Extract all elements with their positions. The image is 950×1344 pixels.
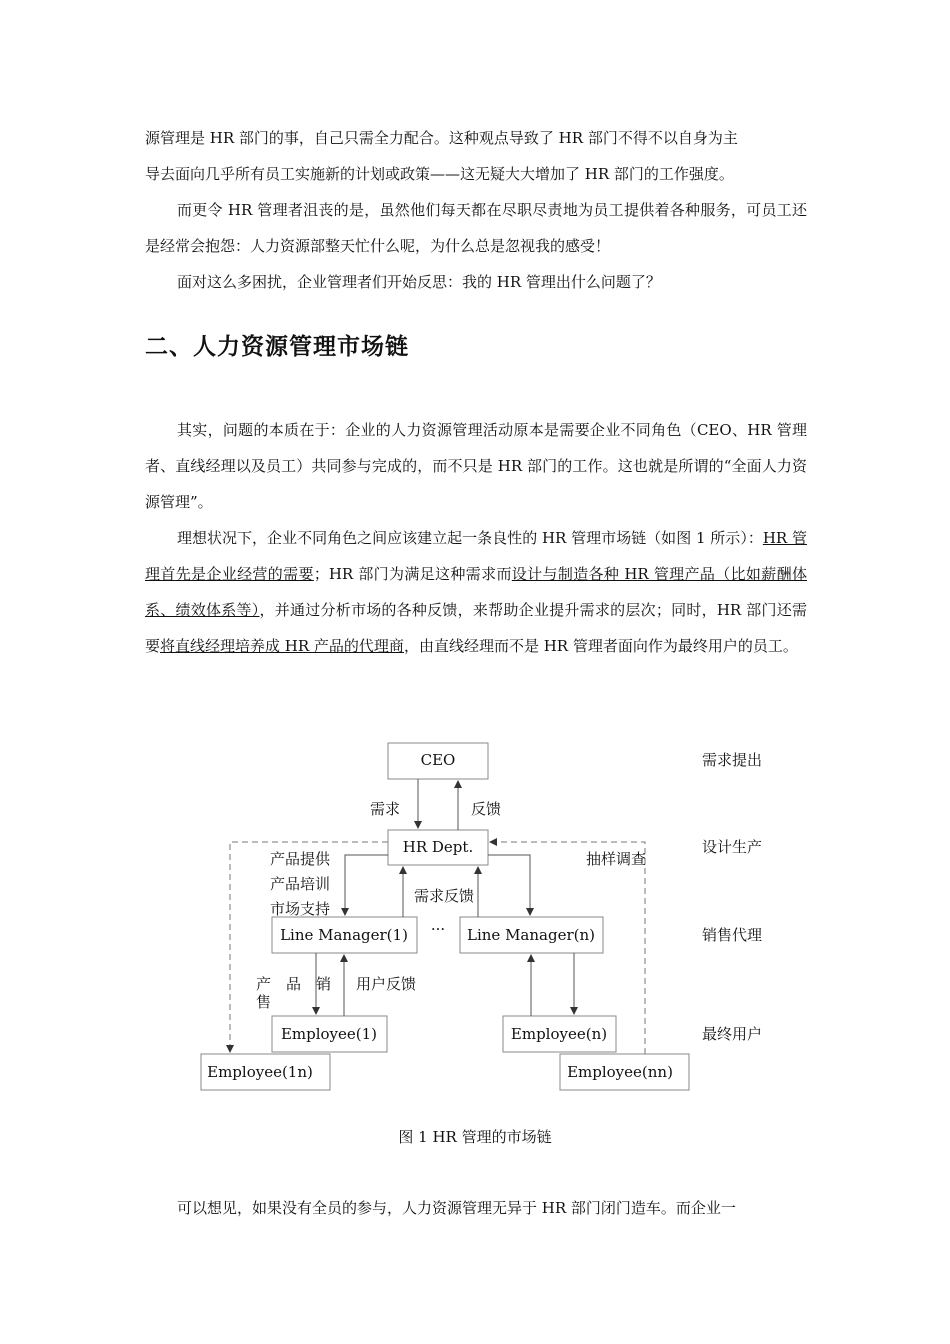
node-lmn-label: Line Manager(n) bbox=[467, 926, 595, 944]
label-demand: 需求 bbox=[370, 800, 401, 818]
label-feedback: 反馈 bbox=[471, 800, 502, 818]
label-product-sales-cont: 售 bbox=[256, 993, 272, 1011]
role-end-user: 最终用户 bbox=[702, 1025, 763, 1043]
node-lm1-label: Line Manager(1) bbox=[280, 926, 408, 944]
paragraph-6: 可以想见，如果没有全员的参与，人力资源管理无异于 HR 部门闭门造车。而企业一 bbox=[177, 1199, 736, 1217]
p5-text-e: ，并通过分析市场的各种反馈，来帮助企业提升需求的层次；同时，HR 部门还需要 bbox=[145, 601, 807, 655]
label-demand-feedback: 需求反馈 bbox=[414, 887, 475, 905]
ellipsis-label: ··· bbox=[430, 920, 446, 938]
node-ceo-label: CEO bbox=[420, 751, 456, 769]
paragraph-4: 其实，问题的本质在于：企业的人力资源管理活动原本是需要企业不同角色（CEO、HR 管理者、直线经理以及员工）共同参与完成的，而不只是 HR 部门的工作。这也就是所谓的“全面人力资源管理”。 bbox=[145, 421, 807, 511]
label-product-sales: 产 品 销 bbox=[256, 975, 332, 993]
paragraph-1-line-2: 导去面向几乎所有员工实施新的计划或政策——这无疑大大增加了 HR 部门的工作强度。 bbox=[145, 165, 734, 183]
label-market-support: 市场支持 bbox=[270, 900, 331, 918]
p5-underline-business-need: HR 管理首先是企业经营的需要 bbox=[145, 529, 807, 583]
arrow-hr-to-lmn bbox=[488, 855, 530, 915]
node-empnn-label: Employee(nn) bbox=[567, 1063, 673, 1081]
node-emp1-label: Employee(1) bbox=[280, 1025, 378, 1043]
paragraph-1-line-1: 源管理是 HR 部门的事，自己只需全力配合。这种观点导致了 HR 部门不得不以自身为主 bbox=[145, 129, 738, 147]
paragraph-3: 面对这么多困扰，企业管理者们开始反思：我的 HR 管理出什么问题了？ bbox=[177, 273, 661, 291]
label-product-supply: 产品提供 bbox=[270, 850, 331, 868]
role-demand-origin: 需求提出 bbox=[702, 751, 763, 769]
label-sampling: 抽样调查 bbox=[586, 850, 647, 868]
p5-underline-line-manager-agents: 将直线经理培养成 HR 产品的代理商 bbox=[160, 637, 404, 655]
role-sales-agent: 销售代理 bbox=[702, 926, 763, 944]
p5-underline-design-products: 设计与制造各种 HR 管理产品（比如薪酬体系、绩效体系等） bbox=[145, 565, 807, 619]
p5-text-g: ，由直线经理而不是 HR 管理者面向作为最终用户的员工。 bbox=[403, 637, 798, 655]
section-heading: 二、人力资源管理市场链 bbox=[145, 334, 409, 360]
figure-caption: 图 1 HR 管理的市场链 bbox=[398, 1128, 552, 1146]
p5-text-c: ；HR 部门为满足这种需求而 bbox=[313, 565, 512, 583]
node-hr-label: HR Dept. bbox=[402, 838, 474, 856]
label-product-training: 产品培训 bbox=[270, 875, 331, 893]
p5-text-a: 理想状况下，企业不同角色之间应该建立起一条良性的 HR 管理市场链（如图 1 所示）： bbox=[177, 529, 763, 547]
paragraph-2: 而更令 HR 管理者沮丧的是，虽然他们每天都在尽职尽责地为员工提供着各种服务，可员工还是经常会抱怨：人力资源部整天忙什么呢，为什么总是忽视我的感受！ bbox=[145, 201, 807, 255]
node-empn-label: Employee(n) bbox=[510, 1025, 608, 1043]
node-emp1n-label: Employee(1n) bbox=[207, 1063, 313, 1081]
role-design-production: 设计生产 bbox=[702, 838, 763, 856]
label-user-feedback: 用户反馈 bbox=[356, 975, 417, 993]
arrow-hr-to-lm1 bbox=[345, 855, 388, 915]
